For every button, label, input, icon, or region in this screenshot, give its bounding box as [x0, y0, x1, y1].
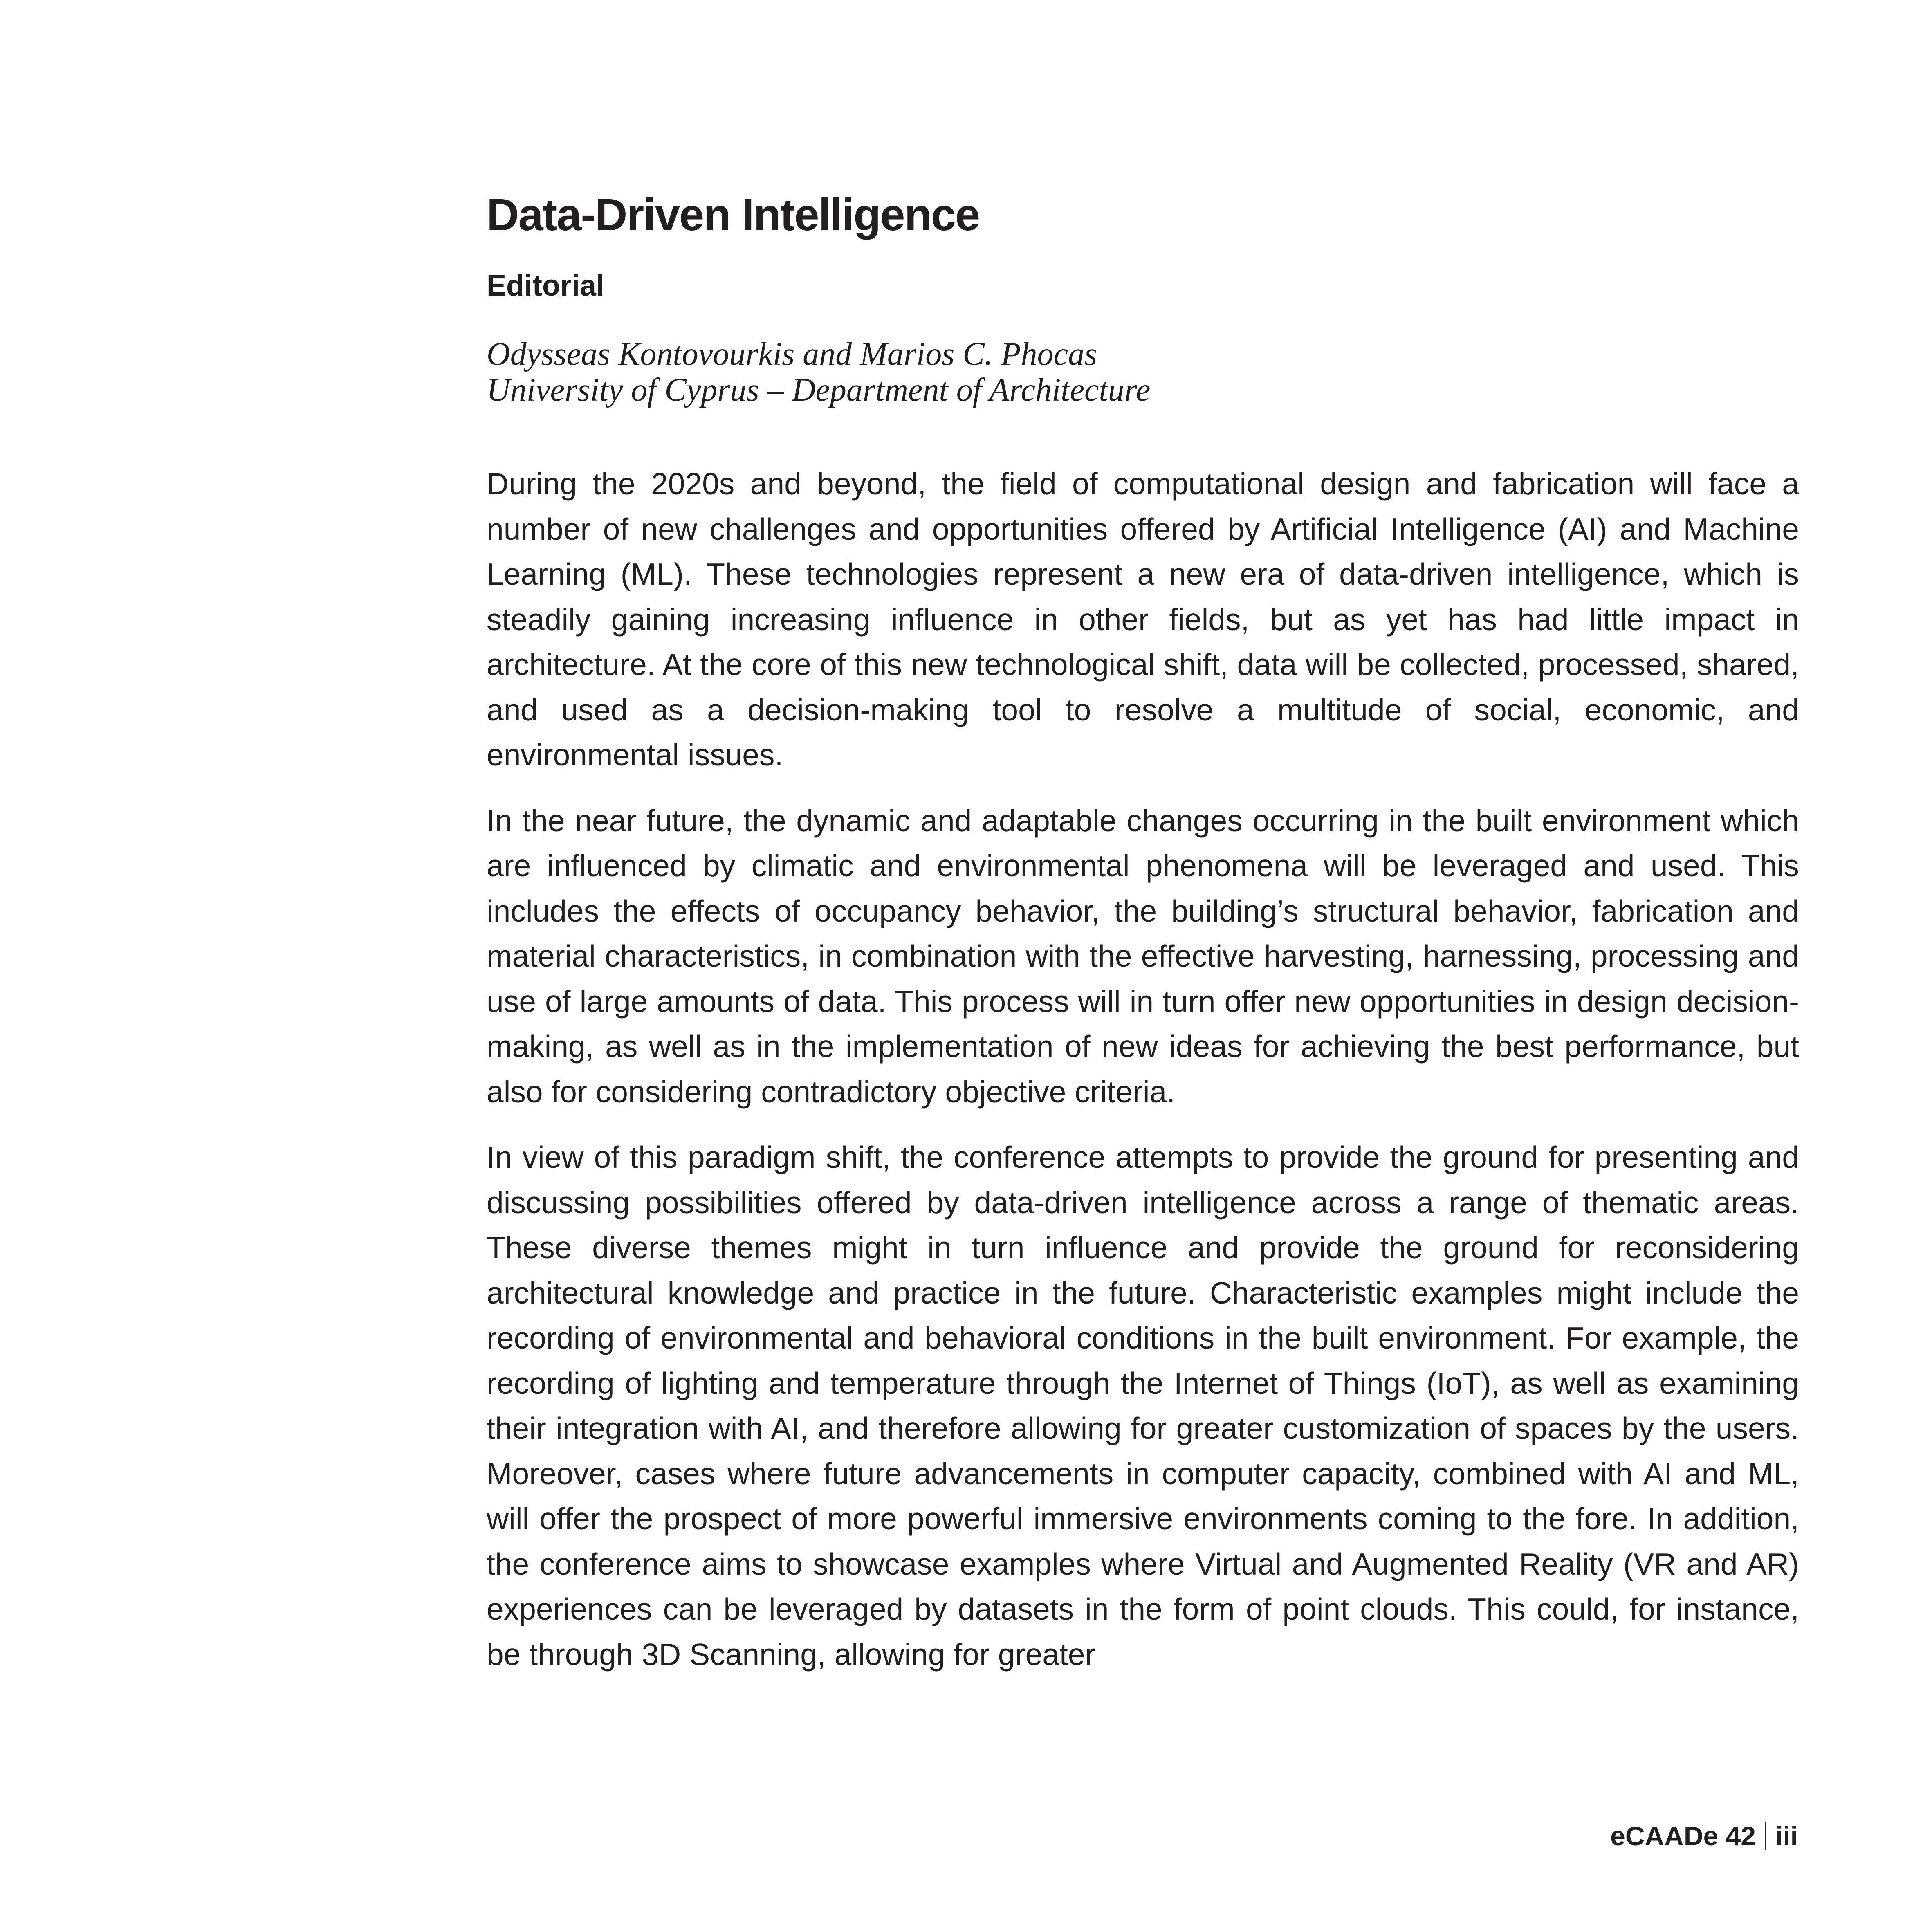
- page-number: iii: [1775, 1821, 1798, 1851]
- page-footer: [1610, 1820, 1798, 1852]
- paragraph-2: In the near future, the dynamic and adaptable changes occurring in the built environment which are influenced by climatic and environmental phenomena will be leveraged and used. This includes the effects of occupancy behavior, the building’s structural behavior, fabrication and material characteristics, in combination with the effective harvesting, harnessing, processing and use of large amounts of data. This process will in turn offer new opportunities in design decision-making, as well as in the implementation of new ideas for achieving the best performance, but also for considering contradictory objective criteria.: [487, 803, 1799, 1109]
- paragraph-1: During the 2020s and beyond, the field of computational design and fabrication will face a number of new challenges and opportunities offered by Artificial Intelligence (AI) and Machine Learning (ML). These technologies represent a new era of data-driven intelligence, which is steadily gaining increasing influence in other fields, but as yet has had little impact in architecture. At the core of this new technological shift, data will be collected, processed, shared, and used as a decision-making tool to resolve a multitude of social, economic, and environmental issues.: [487, 467, 1799, 772]
- author-block: [487, 336, 1799, 408]
- section-label: Editorial: [487, 269, 605, 302]
- footer-divider: [1765, 1822, 1766, 1850]
- page-title: Data-Driven Intelligence: [487, 190, 980, 240]
- paragraph-3: In view of this paradigm shift, the conference attempts to provide the ground for presenting and discussing possibilities offered by data-driven intelligence across a range of thematic areas. These diverse themes might in turn influence and provide the ground for reconsidering architectural knowledge and practice in the future. Characteristic examples might include the recording of environmental and behavioral conditions in the built environment. For example, the recording of lighting and temperature through the Internet of Things (IoT), as well as examining their integration with AI, and therefore allowing for greater customization of spaces by the users. Moreover, cases where future advancements in computer capacity, combined with AI and ML, will offer the prospect of more powerful immersive environments coming to the fore. In addition, the conference aims to showcase examples where Virtual and Augmented Reality (VR and AR) experiences can be leveraged by datasets in the form of point clouds. This could, for instance, be through 3D Scanning, allowing for greater: [487, 1140, 1799, 1672]
- author-affiliation: University of Cyprus – Department of Architecture: [487, 372, 1151, 408]
- author-names: Odysseas Kontovourkis and Marios C. Phocas: [487, 336, 1097, 372]
- publication-name: eCAADe 42: [1610, 1821, 1756, 1851]
- body-text: [487, 461, 1799, 1677]
- editorial-page: [487, 188, 1799, 1697]
